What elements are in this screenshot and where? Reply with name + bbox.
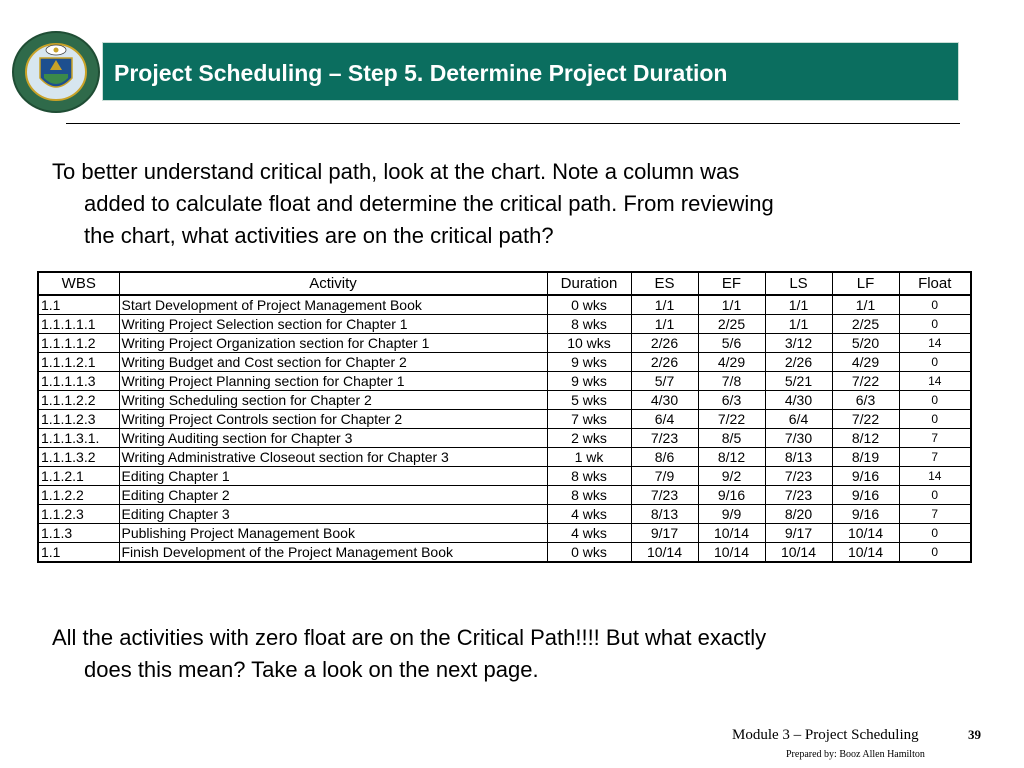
table-cell: 4 wks [547,505,631,524]
table-cell: 7/22 [832,372,899,391]
table-cell: 9/16 [832,467,899,486]
table-row [38,353,971,372]
table-row [38,410,971,429]
table-cell: 2 wks [547,429,631,448]
header-divider [66,123,960,124]
table-cell: Writing Auditing section for Chapter 3 [119,429,547,448]
table-cell: 1.1.1.2.1 [38,353,119,372]
table-cell: Writing Administrative Closeout section for Chapter 3 [119,448,547,467]
table-cell: 4/30 [631,391,698,410]
table-cell: 7/23 [631,429,698,448]
table-cell: 6/4 [765,410,832,429]
table-cell: 0 [899,486,971,505]
table-cell: 1.1.2.3 [38,505,119,524]
table-cell: 2/26 [631,334,698,353]
table-cell: 2/25 [832,315,899,334]
table-cell: 1/1 [631,295,698,315]
table-cell: 8/13 [631,505,698,524]
schedule-table [37,271,972,563]
table-cell: 1.1.2.2 [38,486,119,505]
table-cell: 4 wks [547,524,631,543]
table-cell: 1 wk [547,448,631,467]
table-cell: 9/16 [832,505,899,524]
table-cell: Writing Scheduling section for Chapter 2 [119,391,547,410]
table-cell: 5/20 [832,334,899,353]
table-cell: 9/2 [698,467,765,486]
table-cell: 9/17 [765,524,832,543]
table-cell: Writing Project Organization section for Chapter 1 [119,334,547,353]
table-cell: Writing Budget and Cost section for Chapter 2 [119,353,547,372]
table-row [38,448,971,467]
table-cell: 6/3 [832,391,899,410]
table-cell: 9 wks [547,353,631,372]
table-cell: 9/17 [631,524,698,543]
table-row [38,429,971,448]
conclusion-paragraph [52,622,932,686]
column-header: Float [899,272,971,295]
table-cell: 7/23 [765,467,832,486]
table-cell: 8/20 [765,505,832,524]
table-cell: 8/13 [765,448,832,467]
table-row [38,334,971,353]
table-cell: 7/22 [832,410,899,429]
table-cell: 10/14 [631,543,698,563]
table-cell: Publishing Project Management Book [119,524,547,543]
table-cell: 4/30 [765,391,832,410]
table-cell: 6/3 [698,391,765,410]
table-cell: 0 wks [547,543,631,563]
table-cell: 1.1.1.3.2 [38,448,119,467]
column-header: Duration [547,272,631,295]
table-cell: 4/29 [832,353,899,372]
table-cell: 8/19 [832,448,899,467]
table-cell: 3/12 [765,334,832,353]
intro-line: added to calculate float and determine the critical path. From reviewing [84,191,774,216]
table-cell: 1/1 [631,315,698,334]
table-cell: 0 [899,524,971,543]
table-cell: 7 [899,505,971,524]
table-cell: 2/26 [631,353,698,372]
table-cell: 6/4 [631,410,698,429]
table-cell: 0 [899,353,971,372]
table-cell: Editing Chapter 2 [119,486,547,505]
table-cell: 5/21 [765,372,832,391]
table-cell: 8 wks [547,486,631,505]
table-cell: Writing Project Controls section for Chapter 2 [119,410,547,429]
table-row [38,391,971,410]
table-cell: 0 wks [547,295,631,315]
table-cell: 5 wks [547,391,631,410]
intro-paragraph [52,156,932,252]
table-cell: 8/12 [832,429,899,448]
column-header: ES [631,272,698,295]
table-cell: 7/22 [698,410,765,429]
table-cell: 0 [899,295,971,315]
table-cell: 1.1.1.3.1. [38,429,119,448]
page-number: 39 [968,727,981,742]
table-cell: 5/7 [631,372,698,391]
table-header-row [38,272,971,295]
table-body [38,295,971,562]
table-cell: Writing Project Selection section for Chapter 1 [119,315,547,334]
table-cell: 9/16 [832,486,899,505]
conclusion-line: All the activities with zero float are on the Critical Path!!!! But what exactly [52,625,767,650]
intro-line: the chart, what activities are on the critical path? [84,223,554,248]
table-cell: 8/12 [698,448,765,467]
table-cell: Editing Chapter 3 [119,505,547,524]
table-row [38,505,971,524]
table-cell: 2/26 [765,353,832,372]
table-cell: 10/14 [698,543,765,563]
table-row [38,295,971,315]
table-row [38,315,971,334]
table-cell: 8 wks [547,315,631,334]
footer-prepared-by: Prepared by: Booz Allen Hamilton [786,749,925,760]
table-cell: 8 wks [547,467,631,486]
column-header: EF [698,272,765,295]
table-cell: 0 [899,391,971,410]
table-cell: 7/23 [765,486,832,505]
table-cell: Writing Project Planning section for Chapter 1 [119,372,547,391]
column-header: LF [832,272,899,295]
department-of-energy-seal-icon [10,30,102,114]
table-cell: 9/16 [698,486,765,505]
table-cell: 7/23 [631,486,698,505]
page-title: Project Scheduling – Step 5. Determine Project Duration [114,60,728,86]
table-row [38,486,971,505]
table-cell: 7/9 [631,467,698,486]
table-cell: 10/14 [698,524,765,543]
table-cell: 4/29 [698,353,765,372]
table-cell: 10 wks [547,334,631,353]
table-cell: 9 wks [547,372,631,391]
table-cell: 1.1.1.1.2 [38,334,119,353]
table-cell: 5/6 [698,334,765,353]
table-cell: 1.1.1.1.3 [38,372,119,391]
table-cell: 10/14 [765,543,832,563]
table-cell: 1.1 [38,543,119,563]
table-cell: 7 [899,448,971,467]
column-header: LS [765,272,832,295]
table-cell: 7/30 [765,429,832,448]
table-cell: 8/6 [631,448,698,467]
table-cell: Start Development of Project Management Book [119,295,547,315]
table-cell: 14 [899,372,971,391]
table-cell: 14 [899,334,971,353]
table-cell: 10/14 [832,524,899,543]
table-row [38,467,971,486]
table-cell: 1.1.1.1.1 [38,315,119,334]
table-cell: Editing Chapter 1 [119,467,547,486]
table-cell: 1.1.2.1 [38,467,119,486]
table-cell: 7/8 [698,372,765,391]
column-header: Activity [119,272,547,295]
table-cell: 1/1 [765,295,832,315]
table-cell: 1.1.3 [38,524,119,543]
table-row [38,372,971,391]
table-cell: 1.1.1.2.2 [38,391,119,410]
footer-module-label: Module 3 – Project Scheduling [732,727,919,743]
intro-line: To better understand critical path, look at the chart. Note a column was [52,159,740,184]
table-cell: 1/1 [832,295,899,315]
table-cell: 0 [899,315,971,334]
table-row [38,543,971,563]
table-cell: 7 wks [547,410,631,429]
table-cell: 10/14 [832,543,899,563]
conclusion-line: does this mean? Take a look on the next page. [84,657,539,682]
table-cell: 9/9 [698,505,765,524]
table-cell: 7 [899,429,971,448]
table-cell: 14 [899,467,971,486]
title-banner [102,42,959,101]
table-cell: Finish Development of the Project Management Book [119,543,547,563]
table-cell: 1/1 [698,295,765,315]
table-cell: 1/1 [765,315,832,334]
table-cell: 8/5 [698,429,765,448]
table-cell: 2/25 [698,315,765,334]
table-cell: 1.1.1.2.3 [38,410,119,429]
table-cell: 0 [899,410,971,429]
table-row [38,524,971,543]
table-cell: 1.1 [38,295,119,315]
table-cell: 0 [899,543,971,563]
column-header: WBS [38,272,119,295]
